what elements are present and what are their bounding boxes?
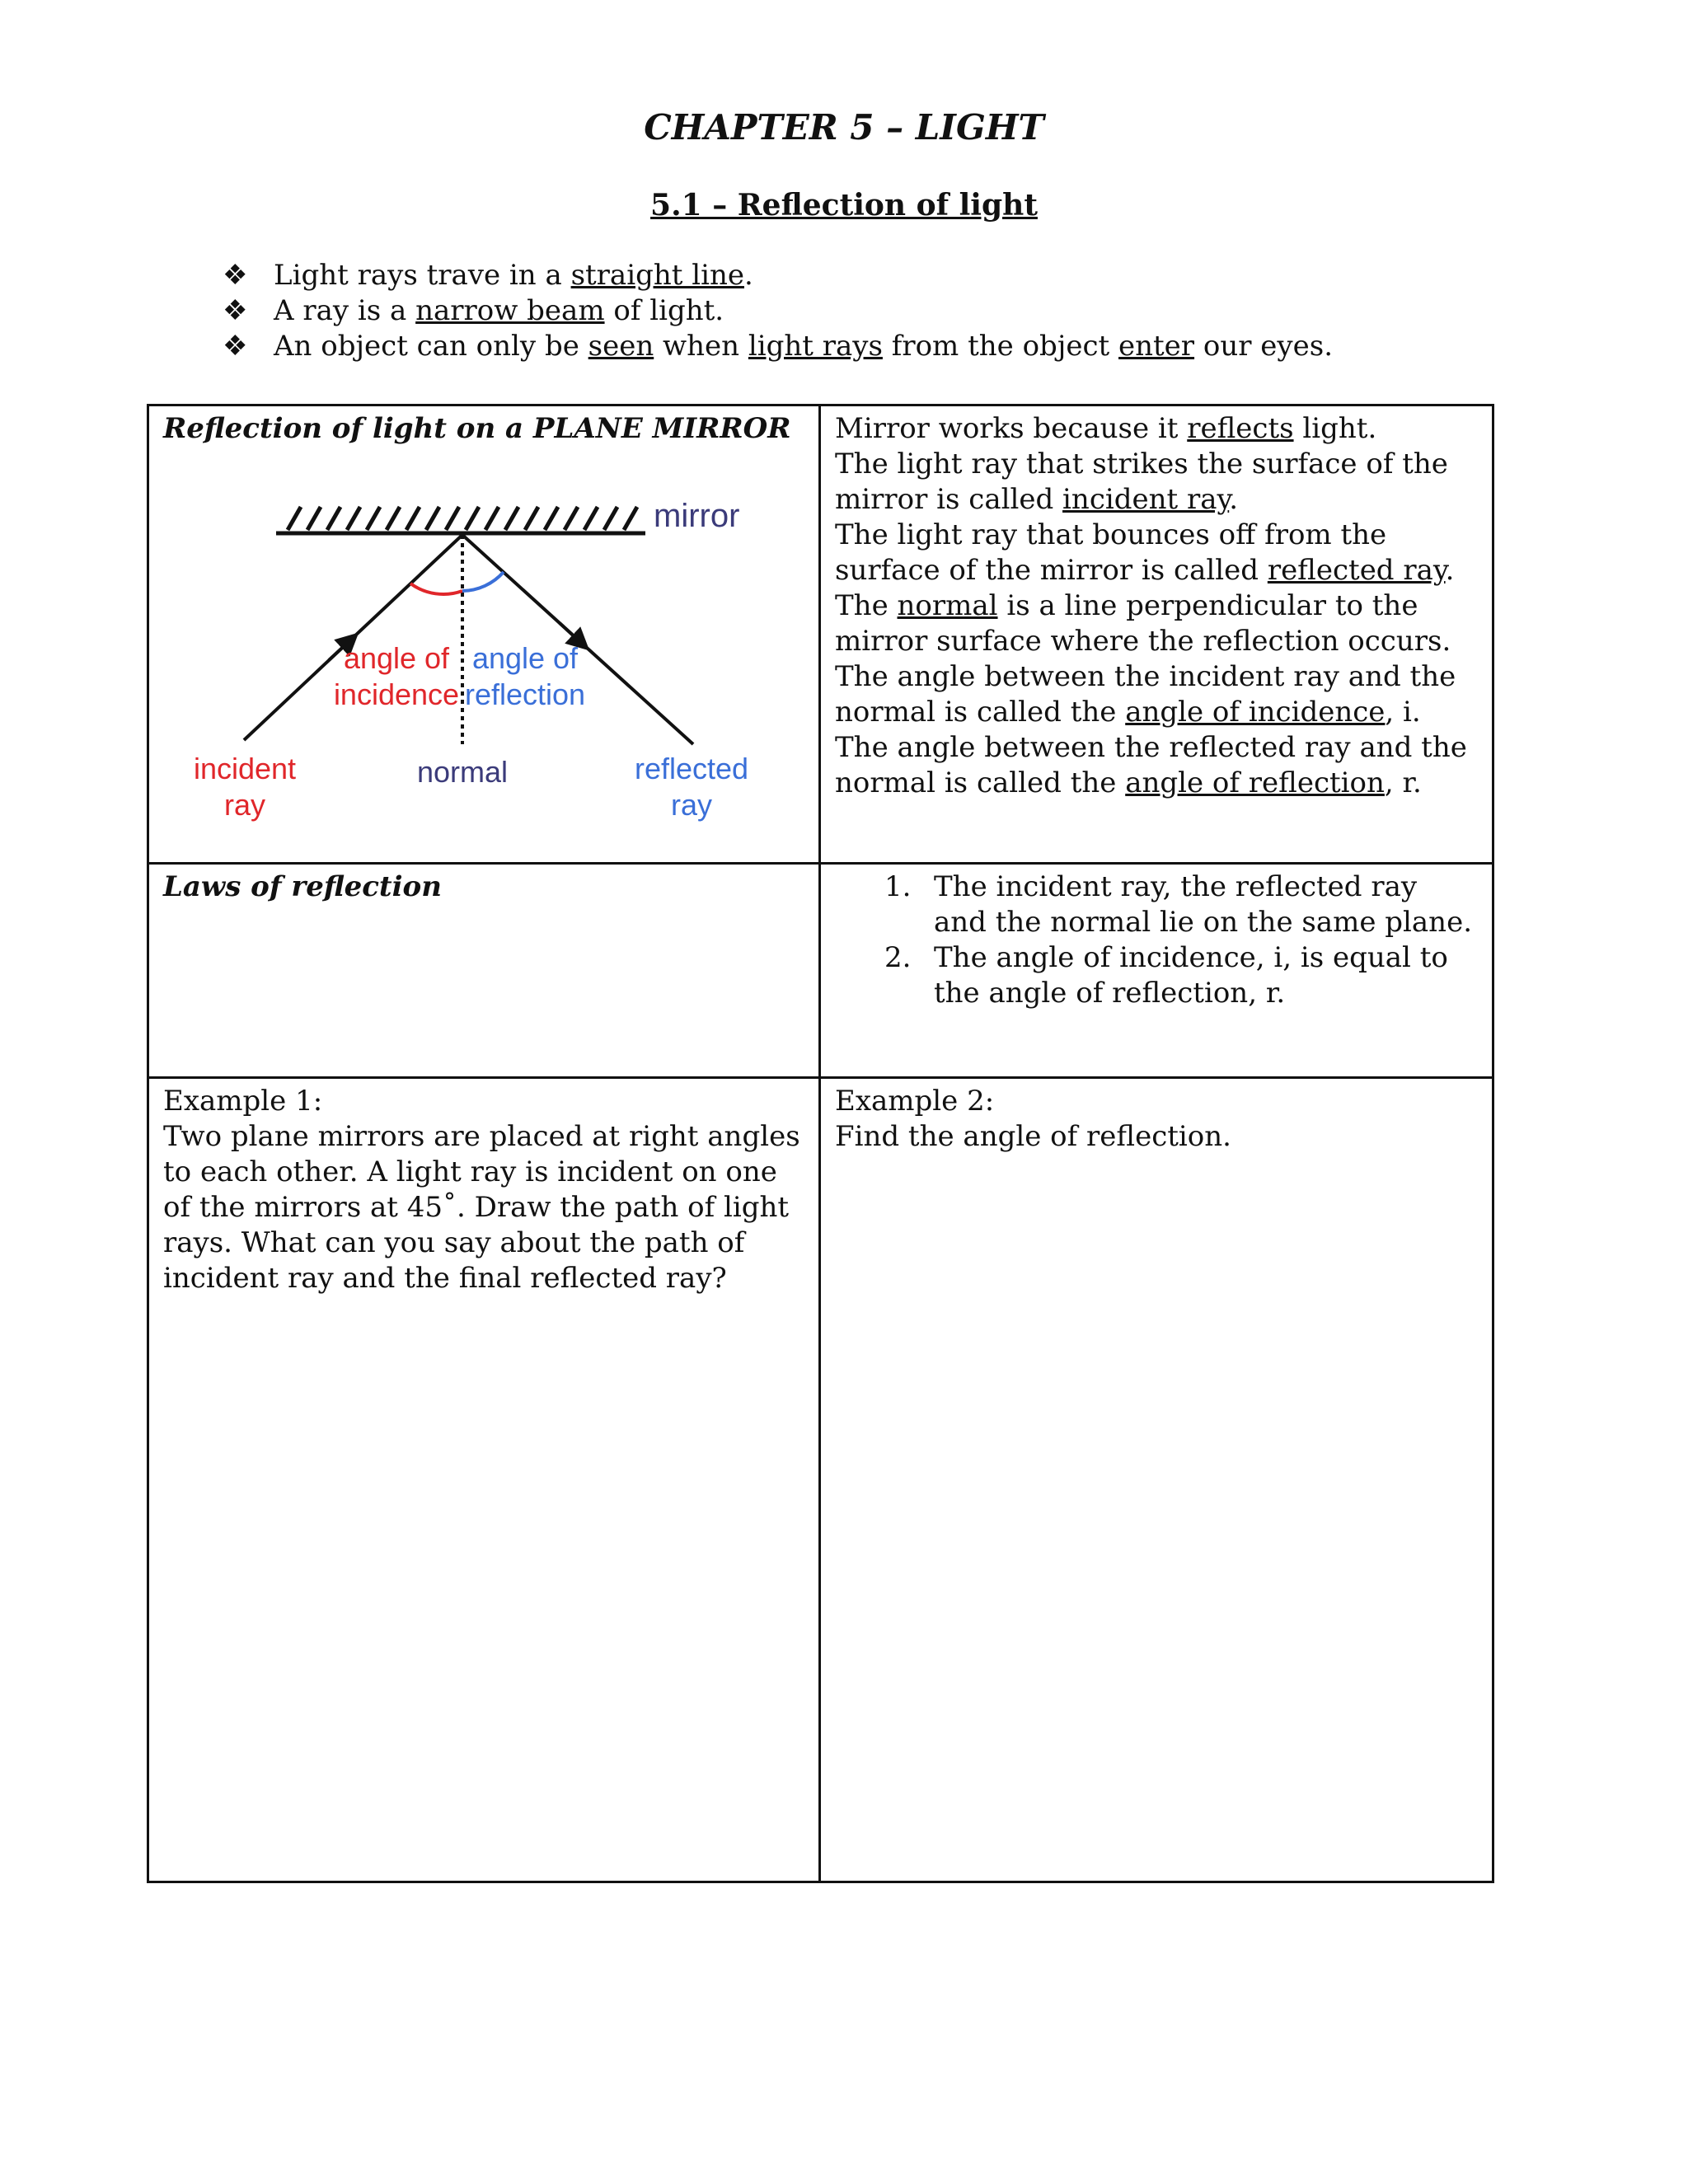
- incident-ray-label: incident: [193, 752, 297, 785]
- reflected-ray-label: ray: [670, 788, 713, 822]
- definition-line: The normal is a line perpendicular to the mirror surface where the reflection occurs.: [835, 589, 1451, 658]
- example-2-cell: [821, 1079, 1492, 1881]
- angle-of-incidence-label: incidence: [333, 677, 460, 711]
- example-1-title: Example 1:: [163, 1085, 323, 1118]
- example-2-text: Find the angle of reflection.: [835, 1120, 1231, 1153]
- reflection-heading: Reflection of light on a PLANE MIRROR: [163, 412, 791, 445]
- bullet-diamond-icon: ❖: [223, 330, 248, 363]
- definitions-cell: [821, 406, 1492, 865]
- normal-label: normal: [416, 755, 509, 789]
- laws-list-cell: [821, 865, 1492, 1079]
- angle-of-incidence-label: angle of: [343, 641, 450, 675]
- definition-line: The angle between the incident ray and the normal is called the angle of incidence, i.: [835, 660, 1456, 729]
- bullet-item: ❖ An object can only be seen when light rays from the object enter our eyes.: [223, 330, 1334, 363]
- bullet-item: ❖ Light rays trave in a straight line.: [223, 259, 753, 292]
- law-item: 1. The incident ray, the reflected ray and the normal lie on the same plane.: [884, 870, 1473, 939]
- reflected-ray-arrow: [560, 623, 581, 643]
- angle-of-incidence-arc: [410, 583, 462, 594]
- example-1-text: Two plane mirrors are placed at right angles to each other. A light ray is incident on one of the mirrors at 45˚. Draw the path of light rays. What can you say about the path of incident ray and the final reflected ray?: [163, 1120, 800, 1295]
- section-title: 5.1 – Reflection of light: [650, 188, 1038, 223]
- definition-line: The light ray that bounces off from the surface of the mirror is called reflected ray.: [835, 518, 1455, 587]
- definition-line: The angle between the reflected ray and the normal is called the angle of reflection, r.: [835, 731, 1467, 799]
- bullet-diamond-icon: ❖: [223, 294, 248, 327]
- example-1-cell: [149, 1079, 821, 1881]
- angle-of-reflection-label: angle of: [471, 641, 579, 675]
- notes-table: [147, 404, 1494, 1883]
- intro-bullet-list: [223, 258, 1333, 364]
- angle-of-reflection-label: reflection: [464, 677, 586, 711]
- plane-mirror-diagram: [172, 489, 799, 851]
- definition-line: The light ray that strikes the surface of the mirror is called incident ray.: [835, 448, 1448, 516]
- bullet-diamond-icon: ❖: [223, 259, 248, 292]
- reflected-ray-label: reflected: [634, 752, 749, 785]
- angle-of-reflection-arc: [462, 572, 504, 591]
- laws-list: [835, 869, 1478, 1011]
- mirror-hatching: [288, 507, 637, 530]
- bullet-item: ❖ A ray is a narrow beam of light.: [223, 294, 724, 327]
- law-item: 2. The angle of incidence, i, is equal to the angle of reflection, r.: [884, 941, 1448, 1010]
- reflection-diagram-cell: [149, 406, 821, 865]
- mirror-label: mirror: [654, 498, 740, 534]
- laws-heading: Laws of reflection: [163, 870, 442, 903]
- definition-line: Mirror works because it reflects light.: [835, 412, 1377, 445]
- laws-heading-cell: [149, 865, 821, 1079]
- incident-ray-label: ray: [223, 788, 266, 822]
- example-2-title: Example 2:: [835, 1085, 995, 1118]
- page-title: CHAPTER 5 – LIGHT: [644, 107, 1044, 148]
